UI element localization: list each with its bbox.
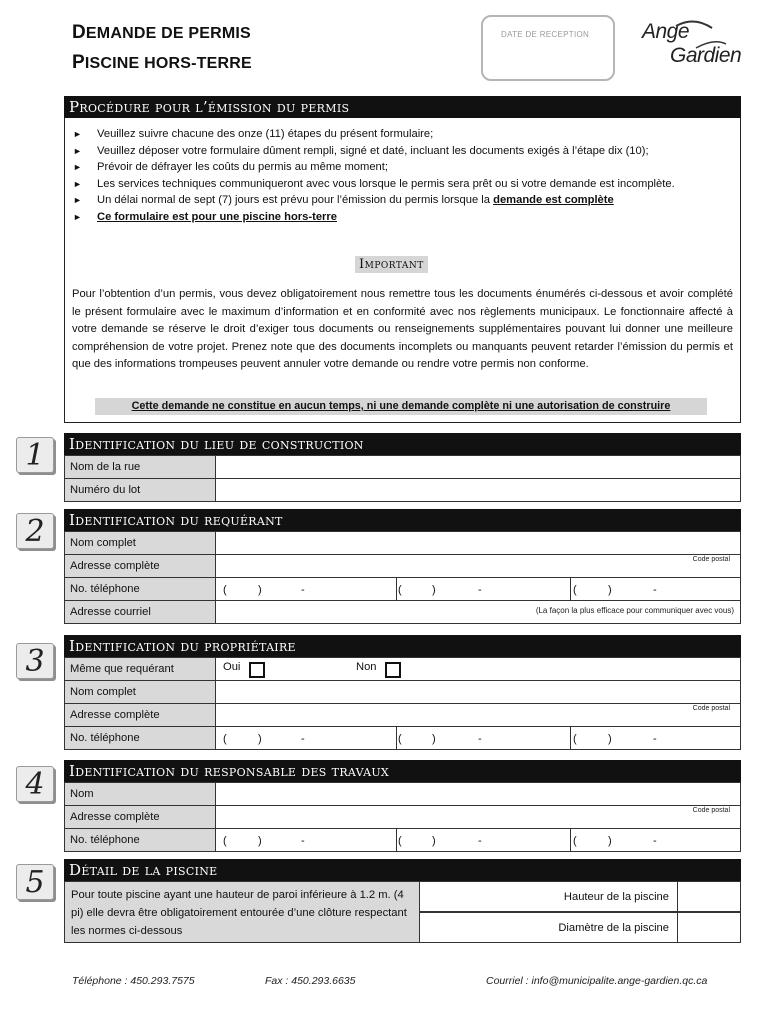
field-label: No. téléphone: [65, 727, 216, 750]
section3-header: Identification du propriétaire: [64, 635, 741, 657]
owner-address-field[interactable]: [216, 704, 741, 727]
phone-dash: -: [301, 835, 305, 847]
bullet-arrow-icon: ►: [73, 162, 82, 172]
phone-paren: ): [608, 733, 612, 745]
field-label: Adresse complète: [65, 704, 216, 727]
section1-table: [64, 455, 741, 502]
bullet-arrow-icon: ►: [73, 195, 82, 205]
table-row: [65, 601, 741, 624]
reception-date-box: [481, 15, 615, 81]
field-label: Même que requérant: [65, 658, 216, 681]
phone-divider: [570, 828, 571, 851]
section-number-2: 2: [16, 513, 54, 549]
phone-paren: (: [223, 835, 227, 847]
section-number-5: 5: [16, 864, 54, 900]
table-row: [65, 456, 741, 479]
applicant-email-field[interactable]: [216, 601, 741, 624]
phone-dash: -: [301, 733, 305, 745]
section-number-4: 4: [16, 766, 54, 802]
phone-divider: [570, 577, 571, 600]
phone-paren: ): [608, 835, 612, 847]
field-label: No. téléphone: [65, 829, 216, 852]
pool-detail-block: [64, 881, 741, 943]
procedure-item: ► Ce formulaire est pour une piscine hors-terre: [73, 209, 733, 226]
table-row: [65, 532, 741, 555]
important-paragraph: Pour l’obtention d’un permis, vous devez obligatoirement nous remettre tous les documents énumérés ci-dessous et avoir complété le présent formulaire avec le maximum d’information et en conformité avec nos règlements municipaux. Le fonctionnaire affecté à votre demande se réserve le droit d’exiger tous documents ou renseignements supplémentaires pouvant lui donner une meilleure compréhension de votre projet. Prenez note que des documents incomplets ou manquants peuvent retarder l’émission du permis et que des informations trompeuses peuvent annuler votre demande ou rendre votre permis non conforme.: [72, 288, 733, 370]
phone-paren: ): [258, 584, 262, 596]
phone-paren: (: [398, 733, 402, 745]
bullet-arrow-icon: ►: [73, 178, 82, 189]
phone-paren: (: [398, 835, 402, 847]
phone-paren: (: [223, 733, 227, 745]
procedure-item: ► Veuillez suivre chacune des onze (11) étapes du présent formulaire;: [73, 126, 733, 143]
pool-diameter-label: Diamètre de la piscine: [420, 912, 678, 943]
table-row: [65, 783, 741, 806]
important-heading: Important: [355, 256, 428, 273]
table-row: [65, 681, 741, 704]
table-row: [65, 704, 741, 727]
section5-header: Détail de la piscine: [64, 859, 741, 881]
bullet-arrow-icon: ►: [73, 145, 82, 156]
postal-code-label: Code postal: [692, 705, 730, 712]
bullet-arrow-icon: ►: [73, 211, 82, 222]
phone-dash: -: [478, 584, 482, 596]
email-note: (La façon la plus efficace pour communiquer avec vous): [535, 606, 734, 615]
phone-paren: ): [608, 584, 612, 596]
table-row: [65, 829, 741, 852]
phone-dash: -: [653, 584, 657, 596]
contractor-address-field[interactable]: [216, 806, 741, 829]
phone-paren: ): [258, 733, 262, 745]
pool-height-label: Hauteur de la piscine: [420, 881, 678, 912]
applicant-name-field[interactable]: [216, 532, 741, 555]
disclaimer-text: Cette demande ne constitue en aucun temps, ni une demande complète ni une autorisation de construire: [95, 398, 707, 415]
logo-text-line1: Ange: [642, 20, 690, 43]
phone-dash: -: [478, 835, 482, 847]
postal-code-label: Code postal: [692, 807, 730, 814]
section2-table: [64, 531, 741, 624]
procedure-item: ► Les services techniques communiqueront avec vous lorsque le permis sera prêt ou si votre demande est incomplète.: [73, 176, 733, 193]
street-name-field[interactable]: [216, 456, 741, 479]
table-row: [65, 555, 741, 578]
pool-fence-note: Pour toute piscine ayant une hauteur de paroi inférieure à 1.2 m. (4 pi) elle devra être obligatoirement entourée d’une clôture respectant les normes ci-dessous: [64, 881, 420, 943]
reception-date-label: DATE DE RECEPTION: [501, 30, 590, 39]
phone-paren: ): [432, 733, 436, 745]
section-number-3: 3: [16, 643, 54, 679]
field-label: No. téléphone: [65, 578, 216, 601]
field-label: Adresse complète: [65, 806, 216, 829]
phone-paren: (: [398, 584, 402, 596]
contractor-phone-field[interactable]: [216, 829, 741, 852]
procedure-item: ► Un délai normal de sept (7) jours est prévu pour l’émission du permis lorsque la demande est complète: [73, 192, 733, 209]
field-label: Nom complet: [65, 681, 216, 704]
field-label: Adresse complète: [65, 555, 216, 578]
footer-fax: Fax : 450.293.6635: [265, 975, 356, 987]
procedure-box: [64, 118, 741, 423]
phone-dash: -: [653, 733, 657, 745]
section4-table: [64, 782, 741, 852]
section2-header: Identification du requérant: [64, 509, 741, 531]
municipality-logo: [636, 18, 746, 74]
table-row: [65, 479, 741, 502]
applicant-phone-field[interactable]: [216, 578, 741, 601]
table-row: [65, 727, 741, 750]
field-label: Adresse courriel: [65, 601, 216, 624]
phone-dash: -: [653, 835, 657, 847]
procedure-header: Procédure pour l’émission du permis: [64, 96, 741, 118]
contractor-name-field[interactable]: [216, 783, 741, 806]
phone-dash: -: [301, 584, 305, 596]
field-label: Nom de la rue: [65, 456, 216, 479]
procedure-list: [73, 126, 733, 225]
lot-number-field[interactable]: [216, 479, 741, 502]
phone-paren: (: [573, 733, 577, 745]
phone-paren: (: [573, 835, 577, 847]
pool-diameter-field[interactable]: [678, 912, 741, 943]
field-label: Nom: [65, 783, 216, 806]
phone-divider: [396, 828, 397, 851]
phone-dash: -: [478, 733, 482, 745]
table-row: [65, 578, 741, 601]
section3-table: [64, 657, 741, 750]
phone-paren: ): [432, 835, 436, 847]
same-as-applicant-field: [216, 658, 741, 681]
phone-divider: [570, 726, 571, 749]
table-row: [65, 806, 741, 829]
phone-paren: (: [223, 584, 227, 596]
form-title-line1: DEMANDE DE PERMIS: [72, 22, 251, 43]
phone-paren: ): [258, 835, 262, 847]
section-number-1: 1: [16, 437, 54, 473]
owner-phone-field[interactable]: [216, 727, 741, 750]
section4-header: Identification du responsable des travaux: [64, 760, 741, 782]
footer-phone: Téléphone : 450.293.7575: [72, 975, 195, 987]
phone-divider: [396, 726, 397, 749]
applicant-address-field[interactable]: [216, 555, 741, 578]
table-row: [65, 658, 741, 681]
section1-header: Identification du lieu de construction: [64, 433, 741, 455]
oui-checkbox[interactable]: [249, 662, 265, 678]
non-checkbox[interactable]: [385, 662, 401, 678]
form-title-line2: PISCINE HORS-TERRE: [72, 52, 252, 73]
bullet-arrow-icon: ►: [73, 129, 82, 139]
phone-paren: ): [432, 584, 436, 596]
phone-paren: (: [573, 584, 577, 596]
non-label: Non: [356, 661, 377, 673]
footer-email: Courriel : info@municipalite.ange-gardien.qc.ca: [486, 975, 708, 987]
phone-divider: [396, 577, 397, 600]
procedure-item: ► Veuillez déposer votre formulaire dûment rempli, signé et daté, incluant les documents exigés à l’étape dix (10);: [73, 143, 733, 160]
owner-name-field[interactable]: [216, 681, 741, 704]
procedure-item: ► Prévoir de défrayer les coûts du permis au même moment;: [73, 159, 733, 176]
field-label: Numéro du lot: [65, 479, 216, 502]
logo-text-line2: Gardien: [670, 44, 742, 67]
field-label: Nom complet: [65, 532, 216, 555]
pool-height-field[interactable]: [678, 881, 741, 912]
postal-code-label: Code postal: [692, 556, 730, 563]
oui-label: Oui: [223, 661, 241, 673]
